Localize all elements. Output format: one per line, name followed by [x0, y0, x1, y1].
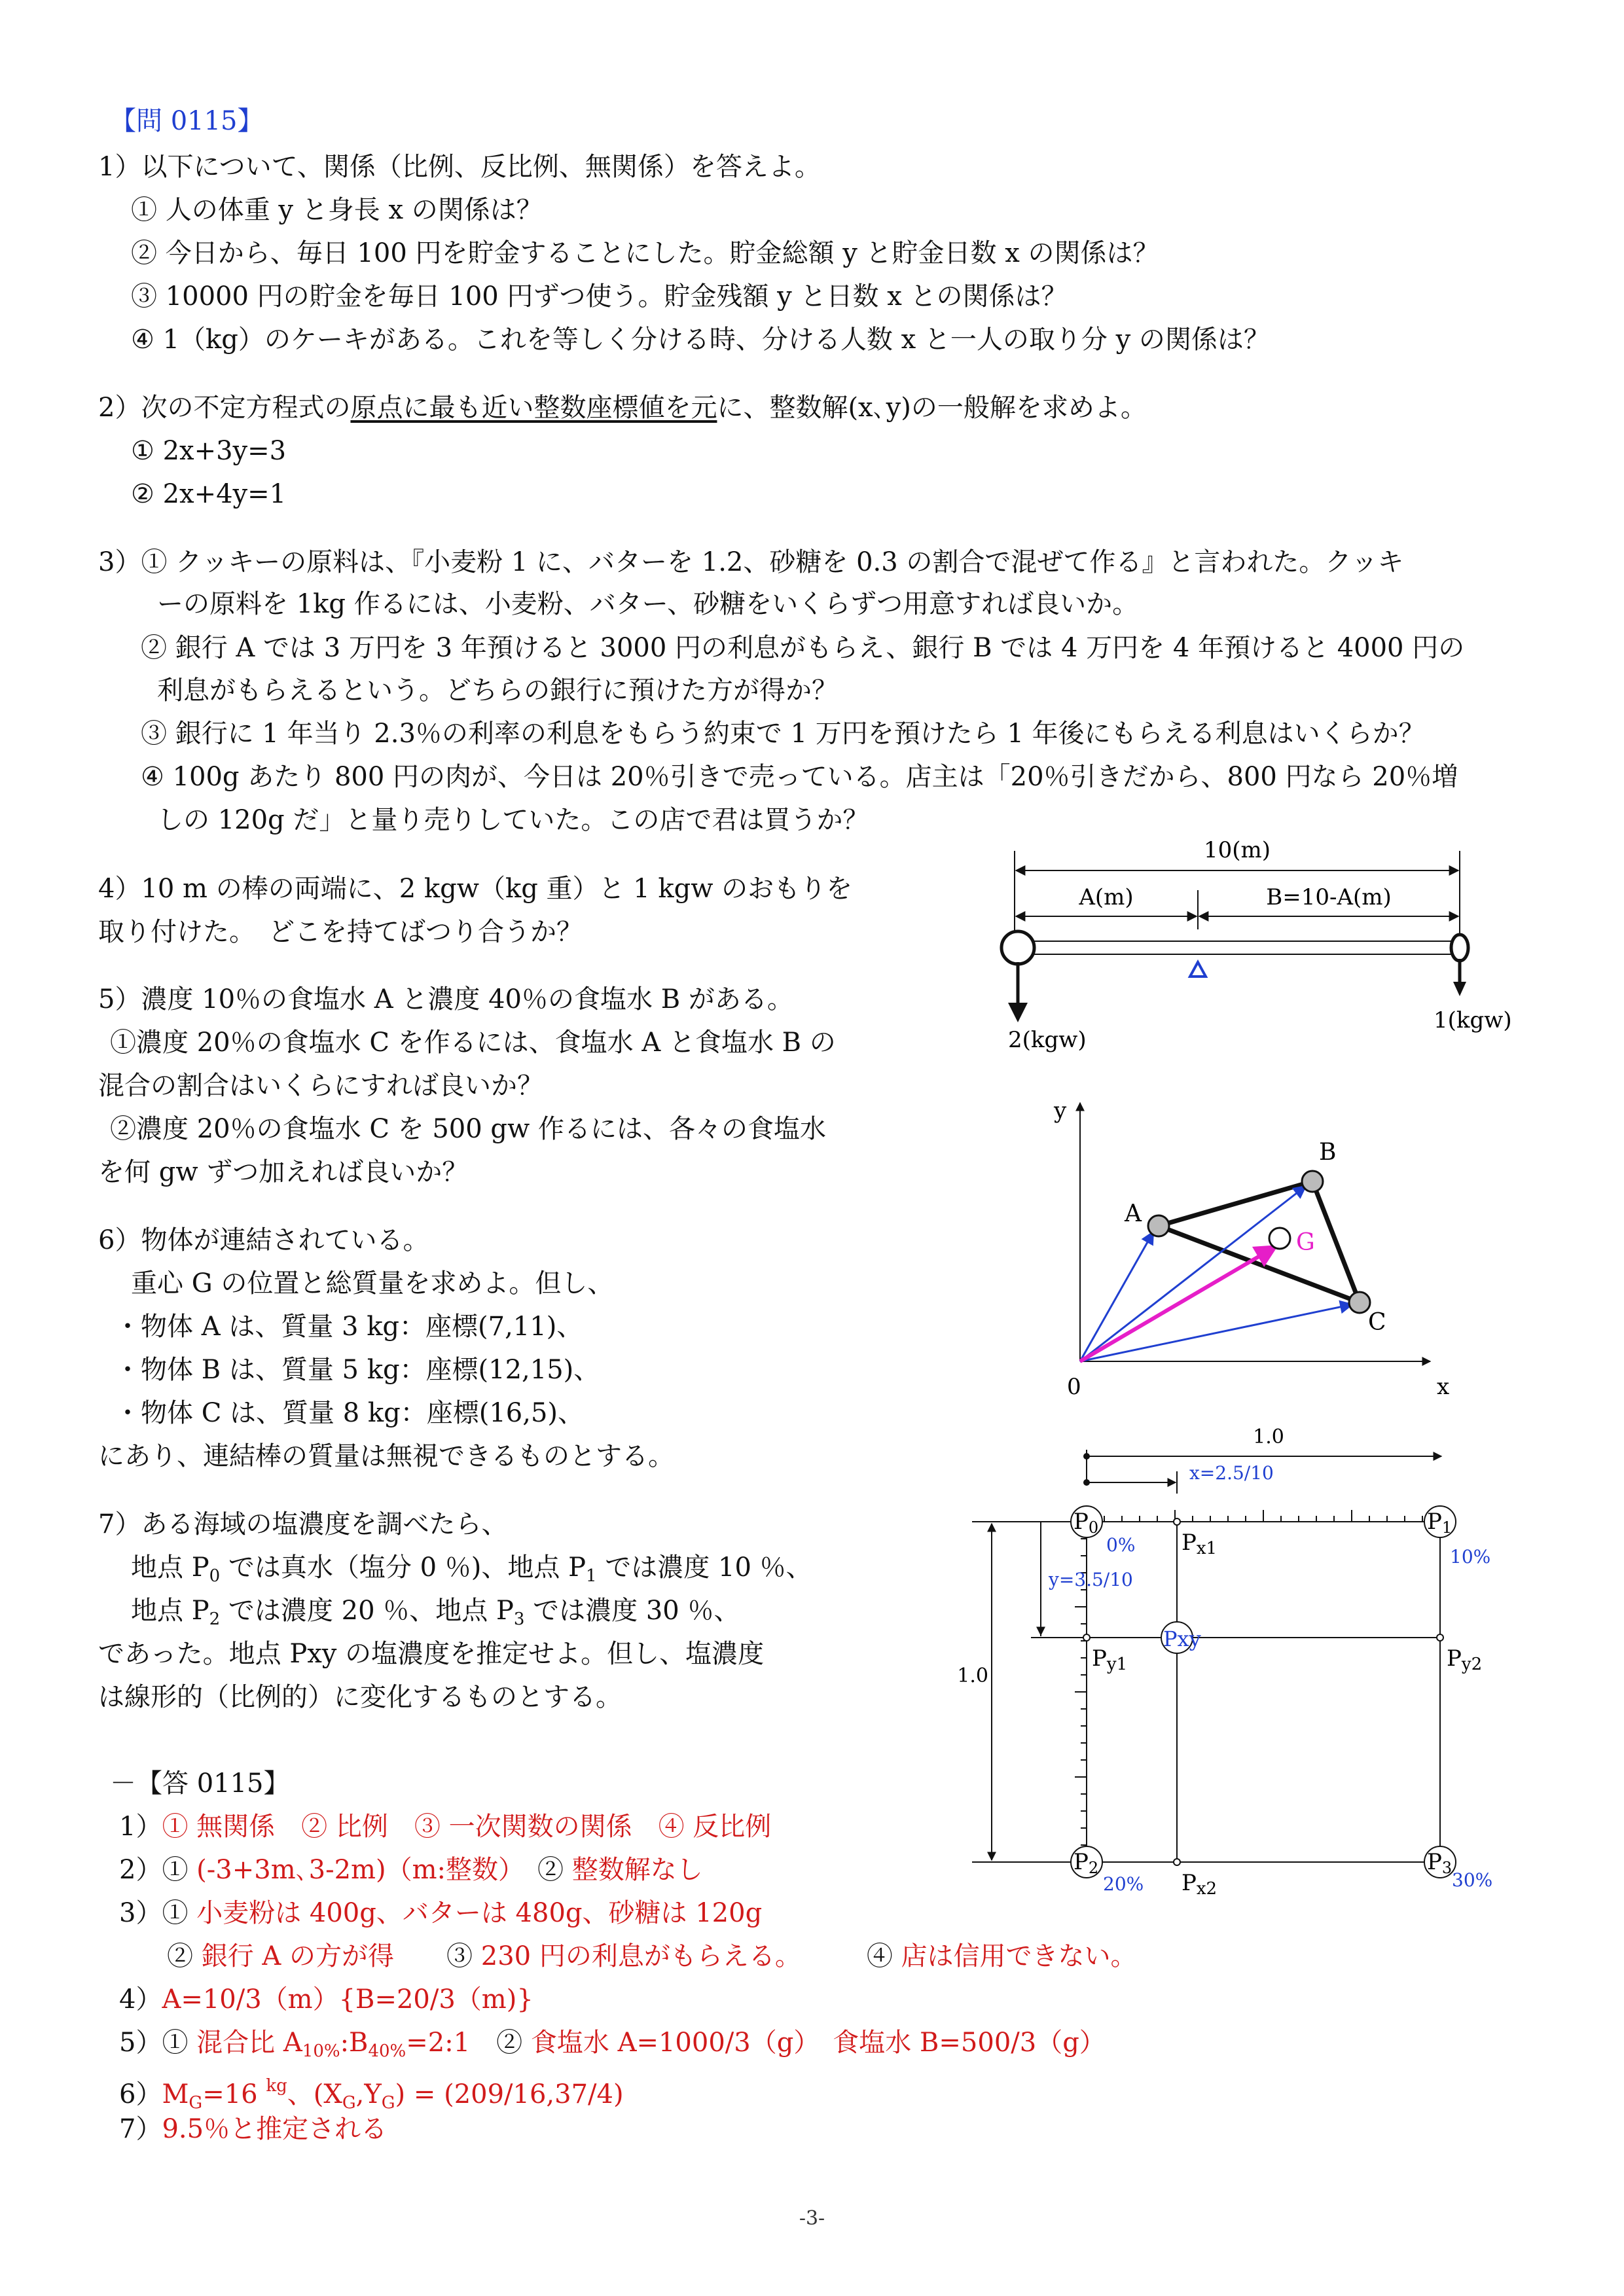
q2-title: 2）次の不定方程式の原点に最も近い整数座標値を元に、整数解(x､y)の一般解を求めよ。 — [98, 393, 1147, 423]
q3-line: ④ 100g あたり 800 円の肉が、今日は 20％引きで売っている。店主は「20％引きだから、800 円なら 20％増 — [141, 762, 1458, 792]
label-left-length: 1.0 — [957, 1664, 988, 1687]
rod-ab — [1159, 1181, 1312, 1226]
q3-line: ーの原料を 1kg 作るには、小麦粉、バター、砂糖をいくらずつ用意すれば良いか。 — [157, 589, 1139, 619]
label-pct-p1: 10% — [1450, 1546, 1491, 1568]
q1-item: ① 人の体重 y と身長 x の関係は？ — [131, 195, 543, 225]
label-py2: Py2 — [1447, 1645, 1483, 1674]
answer-5: 5）① 混合比 $A_{10\%}:B_{40\%}=2:1$ ② 食塩水 A=1000/3（g） 食塩水 B=500/3（g） — [119, 2028, 1106, 2061]
q1-item: ③ 10000 円の貯金を毎日 100 円ずつ使う。貯金残額 y と日数 x との関係は？ — [131, 281, 1068, 312]
vector-c — [1080, 1304, 1352, 1361]
ruler-top — [1087, 1510, 1440, 1522]
node-px1 — [1174, 1518, 1180, 1525]
force-arrow-right-head — [1453, 982, 1466, 996]
q5-line: 5）濃度 10％の食塩水 A と濃度 40％の食塩水 B がある。 — [98, 984, 793, 1014]
label-a: A — [1125, 1200, 1142, 1227]
label-weight-left: 2(kgw) — [1008, 1027, 1087, 1053]
label-py1: Py1 — [1092, 1645, 1128, 1674]
q1-item: ② 今日から、毎日 100 円を貯金することにした。貯金総額 y と貯金日数 x の関係は？ — [131, 238, 1159, 268]
label-b: B — [1319, 1139, 1337, 1166]
mass-figure — [1028, 1086, 1486, 1401]
q7-line: 地点 $P_2$ では濃度 20 ％、地点 $P_3$ では濃度 30 ％、 — [131, 1596, 740, 1629]
label-p0: P0 — [1074, 1509, 1099, 1537]
weight-left — [1001, 931, 1034, 964]
q6-line: ・物体 B は、質量 5 kg：座標(12,15)、 — [115, 1355, 600, 1385]
answer-3: 3）① 小麦粉は 400g、バターは 480g、砂糖は 120g — [119, 1898, 763, 1928]
answer-2: 2）① (-3+3m､3-2m)（m:整数） ② 整数解なし — [119, 1855, 703, 1885]
q5-line: ①濃度 20％の食塩水 C を作るには、食塩水 A と食塩水 B の — [110, 1028, 836, 1058]
mass-c — [1349, 1292, 1370, 1313]
q7-line: は線形的（比例的）に変化するものとする。 — [98, 1682, 622, 1712]
mass-b — [1302, 1171, 1323, 1192]
label-p3: P3 — [1427, 1849, 1453, 1877]
q6-line: 6）物体が連結されている。 — [98, 1225, 429, 1255]
node-px2 — [1174, 1859, 1180, 1865]
q6-line: ・物体 C は、質量 8 kg：座標(16,5)、 — [115, 1398, 585, 1428]
rod-bc — [1312, 1181, 1360, 1302]
label-px2: Px2 — [1182, 1870, 1218, 1899]
q6-line: ・物体 A は、質量 3 kg：座標(7,11)、 — [115, 1312, 583, 1342]
q4-line: 4）10 m の棒の両端に、2 kgw（kg 重）と 1 kgw のおもりを — [98, 874, 853, 904]
q3-line: 利息がもらえるという。どちらの銀行に預けた方が得か？ — [157, 675, 838, 706]
q7-line: 7）ある海域の塩濃度を調べたら、 — [98, 1509, 508, 1539]
label-pct-p3: 30% — [1452, 1869, 1493, 1891]
q6-line: にあり、連結棒の質量は無視できるものとする。 — [98, 1441, 674, 1471]
dimension-dot — [1083, 1479, 1090, 1486]
node-py2 — [1437, 1634, 1443, 1641]
q5-line: を何 gw ずつ加えれば良いか？ — [98, 1157, 469, 1187]
q7-line: であった。地点 Pxy の塩濃度を推定せよ。但し、塩濃度 — [98, 1639, 765, 1669]
q3-line: 3）① クッキーの原料は、『小麦粉 1 に、バターを 1.2、砂糖を 0.3 の割合で混ぜて作る』と言われた。クッキ — [98, 547, 1404, 577]
label-top-length: 1.0 — [1253, 1426, 1284, 1448]
weight-right — [1451, 935, 1468, 961]
problem-header: 【問 0115】 — [110, 106, 264, 136]
x-axis-label: x — [1437, 1374, 1450, 1400]
label-p1: P1 — [1427, 1509, 1453, 1537]
q3-line: しの 120g だ」と量り売りしていた。この店で君は買うか？ — [157, 805, 869, 835]
origin-label: 0 — [1067, 1374, 1081, 1400]
answer-7: 7）9.5％と推定される — [119, 2114, 388, 2144]
vector-b — [1080, 1186, 1306, 1361]
q1-title: 1）以下について、関係（比例、反比例、無関係）を答えよ。 — [98, 152, 821, 182]
fulcrum-triangle — [1190, 962, 1206, 977]
answer-header: －【答 0115】 — [110, 1768, 290, 1799]
mass-a — [1148, 1215, 1169, 1236]
center-g — [1269, 1228, 1290, 1249]
label-pct-p0: 0% — [1106, 1534, 1136, 1556]
q5-line: 混合の割合はいくらにすれば良いか？ — [98, 1071, 543, 1101]
q2-item: ② 2x+4y=1 — [131, 479, 287, 509]
q3-line: ③ 銀行に 1 年当り 2.3％の利率の利息をもらう約束で 1 万円を預けたら 1 年後にもらえる利息はいくらか？ — [141, 719, 1425, 749]
beam-figure — [982, 831, 1512, 1067]
answer-1: 1）① 無関係 ② 比例 ③ 一次関数の関係 ④ 反比例 — [119, 1812, 772, 1842]
grid-square — [1087, 1522, 1440, 1862]
q5-line: ②濃度 20％の食塩水 C を 500 gw 作るには、各々の食塩水 — [110, 1114, 826, 1144]
answer-6: $6)M_G=16$ $^{kg}$、$(X_G,Y_G) = (209/16,37/4)$ — [119, 2076, 624, 2113]
q7-line: 地点 $P_0$ では真水（塩分 0 ％)、地点 $P_1$ では濃度 10 ％、 — [131, 1552, 812, 1586]
label-p2: P2 — [1074, 1849, 1099, 1877]
node-py1 — [1083, 1634, 1090, 1641]
label-g: G — [1296, 1229, 1315, 1256]
label-total: 10(m) — [1203, 837, 1271, 863]
q6-line: 重心 G の位置と総質量を求めよ。但し、 — [131, 1268, 614, 1299]
label-c: C — [1368, 1309, 1386, 1336]
beam-rod — [1018, 941, 1456, 954]
label-b: B=10-A(m) — [1266, 884, 1392, 910]
answer-4: 4）A=10/3（m）{B=20/3（m)} — [119, 1984, 533, 2015]
y-axis-label: y — [1054, 1098, 1067, 1124]
label-y-ratio: y=3.5/10 — [1049, 1569, 1133, 1590]
label-a: A(m) — [1079, 884, 1134, 910]
force-arrow-left-head — [1008, 1003, 1028, 1022]
label-x-ratio: x=2.5/10 — [1189, 1462, 1274, 1484]
rod-ac — [1159, 1226, 1360, 1302]
label-pct-p2: 20% — [1103, 1873, 1144, 1895]
q3-line: ② 銀行 A では 3 万円を 3 年預けると 3000 円の利息がもらえ、銀行 B では 4 万円を 4 年預けると 4000 円の — [141, 633, 1465, 663]
vector-g — [1080, 1246, 1276, 1361]
label-pxy: Pxy — [1163, 1626, 1201, 1651]
q1-item: ④ 1（kg）のケーキがある。これを等しく分ける時、分ける人数 x と一人の取り分 y の関係は？ — [131, 325, 1270, 355]
answer-3b: ② 銀行 A の方が得 ③ 230 円の利息がもらえる。 ④ 店は信用できない。 — [167, 1941, 1137, 1971]
label-weight-right: 1(kgw) — [1434, 1007, 1512, 1033]
q4-line: 取り付けた。 どこを持てばつり合うか？ — [98, 917, 583, 947]
salinity-grid-figure — [957, 1420, 1538, 1924]
page-number: -3- — [799, 2207, 825, 2230]
q2-item: ① 2x+3y=3 — [131, 436, 287, 466]
label-px1: Px1 — [1182, 1530, 1218, 1558]
